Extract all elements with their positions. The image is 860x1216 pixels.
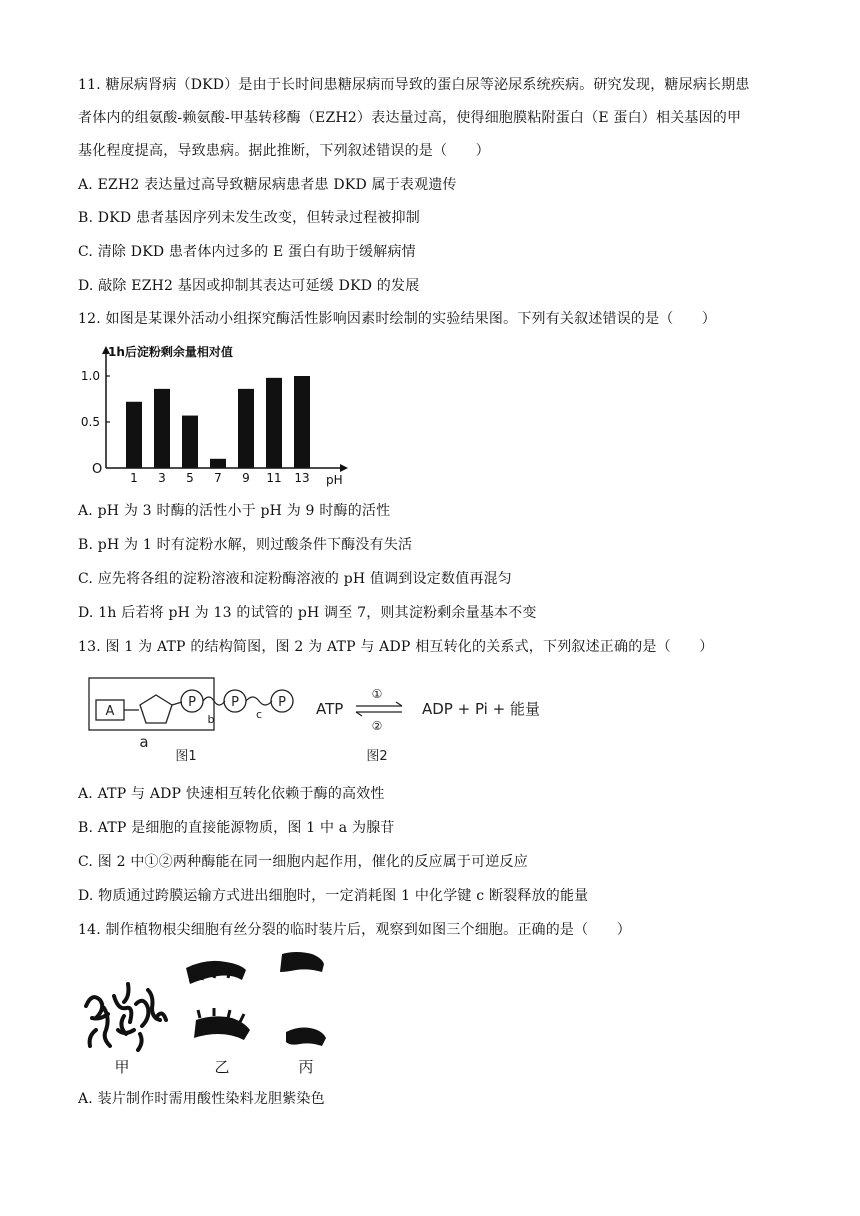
- bar-ph-11: [266, 378, 282, 468]
- phosphate-label-3: P: [278, 695, 286, 710]
- mitosis-cells-figure: [78, 948, 348, 1078]
- x-tick-label: 7: [214, 471, 222, 485]
- q14-option-a: A. 装片制作时需用酸性染料龙胆紫染色: [78, 1091, 325, 1107]
- q11-option-c: C. 清除 DKD 患者体内过多的 E 蛋白有助于缓解病情: [78, 244, 416, 260]
- q12-option-c: C. 应先将各组的淀粉溶液和淀粉酶溶液的 pH 值调到设定数值再混匀: [78, 571, 512, 587]
- q13-option-b: B. ATP 是细胞的直接能源物质，图 1 中 a 为腺苷: [78, 820, 395, 836]
- bar-ph-13: [294, 376, 310, 468]
- q13-option-d: D. 物质通过跨膜运输方式进出细胞时，一定消耗图 1 中化学键 c 断裂释放的能量: [78, 888, 589, 904]
- bond-b-label: b: [207, 713, 215, 726]
- origin-label: O: [92, 462, 103, 477]
- x-axis-arrow-icon: [340, 464, 348, 472]
- atp-structure-figure: [84, 674, 554, 764]
- x-tick-label: 3: [158, 471, 166, 485]
- bracket-a-label: a: [139, 733, 149, 751]
- bar-ph-9: [238, 389, 254, 468]
- cell-bing-chromosomes: [280, 952, 326, 1046]
- cell-label-bing: 丙: [298, 1058, 314, 1076]
- q11-stem-line-1: 11. 糖尿病肾病（DKD）是由于长时间患糖尿病而导致的蛋白尿等泌尿系统疾病。研究发现，糖尿病长期患: [78, 77, 750, 93]
- bar-ph-7: [210, 459, 226, 468]
- q12-option-d: D. 1h 后若将 pH 为 13 的试管的 pH 调至 7，则其淀粉剩余量基本不变: [78, 605, 537, 621]
- ribose-pentagon-icon: [140, 695, 172, 723]
- x-axis-label: pH: [326, 473, 343, 487]
- cell-jia-chromosomes: [86, 984, 166, 1050]
- cell-label-jia: 甲: [114, 1058, 130, 1076]
- phosphate-label-1: P: [188, 695, 196, 710]
- y-axis-label: 1h后淀粉剩余量相对值: [108, 345, 233, 359]
- fig2-caption: 图2: [366, 749, 388, 764]
- q11-option-b: B. DKD 患者基因序列未发生改变，但转录过程被抑制: [78, 210, 420, 226]
- q11-option-a: A. EZH2 表达量过高导致糖尿病患者患 DKD 属于表观遗传: [78, 177, 457, 193]
- q13-stem-line-1: 13. 图 1 为 ATP 的结构简图，图 2 为 ATP 与 ADP 相互转化的关系式，下列叙述正确的是（ ）: [78, 639, 714, 655]
- q11-stem-line-2: 者体内的组氨酸-赖氨酸-甲基转移酶（EZH2）表达量过高，使得细胞膜粘附蛋白（E 蛋白）相关基因的甲: [78, 110, 742, 126]
- y-tick-label: 0.5: [80, 415, 100, 429]
- enzyme-ph-bar-chart: [78, 340, 368, 490]
- reaction-2-label: ②: [371, 719, 383, 733]
- x-tick-label: 5: [186, 471, 194, 485]
- fig1-caption: 图1: [175, 749, 197, 764]
- adp-products-term: ADP + Pi + 能量: [422, 700, 540, 718]
- q13-option-a: A. ATP 与 ADP 快速相互转化依赖于酶的高效性: [78, 786, 385, 802]
- cell-label-yi: 乙: [214, 1058, 230, 1076]
- x-tick-label: 11: [266, 471, 282, 485]
- bar-ph-5: [182, 416, 198, 468]
- x-tick-label: 9: [242, 471, 250, 485]
- x-tick-label: 13: [294, 471, 310, 485]
- q11-stem-line-3: 基化程度提高，导致患病。据此推断，下列叙述错误的是（ ）: [78, 143, 490, 159]
- bar-ph-3: [154, 389, 170, 468]
- x-tick-label: 1: [130, 471, 138, 485]
- adenine-label: A: [105, 704, 115, 719]
- q12-option-a: A. pH 为 3 时酶的活性小于 pH 为 9 时酶的活性: [78, 503, 391, 519]
- q13-option-c: C. 图 2 中①②两种酶能在同一细胞内起作用，催化的反应属于可逆反应: [78, 854, 528, 870]
- atp-term: ATP: [316, 700, 344, 718]
- q12-option-b: B. pH 为 1 时有淀粉水解，则过酸条件下酶没有失活: [78, 537, 413, 553]
- bond-c-label: c: [255, 708, 263, 721]
- y-tick-label: 1.0: [80, 369, 100, 383]
- q11-option-d: D. 敲除 EZH2 基因或抑制其表达可延缓 DKD 的发展: [78, 278, 420, 294]
- cell-yi-chromosomes: [186, 961, 250, 1040]
- q12-stem-line-1: 12. 如图是某课外活动小组探究酶活性影响因素时绘制的实验结果图。下列有关叙述错误的是（ ）: [78, 311, 717, 327]
- reaction-1-label: ①: [371, 687, 383, 701]
- q14-stem-line-1: 14. 制作植物根尖细胞有丝分裂的临时装片后，观察到如图三个细胞。正确的是（ ）: [78, 922, 631, 938]
- bar-ph-1: [126, 402, 142, 468]
- phosphate-label-2: P: [231, 695, 239, 710]
